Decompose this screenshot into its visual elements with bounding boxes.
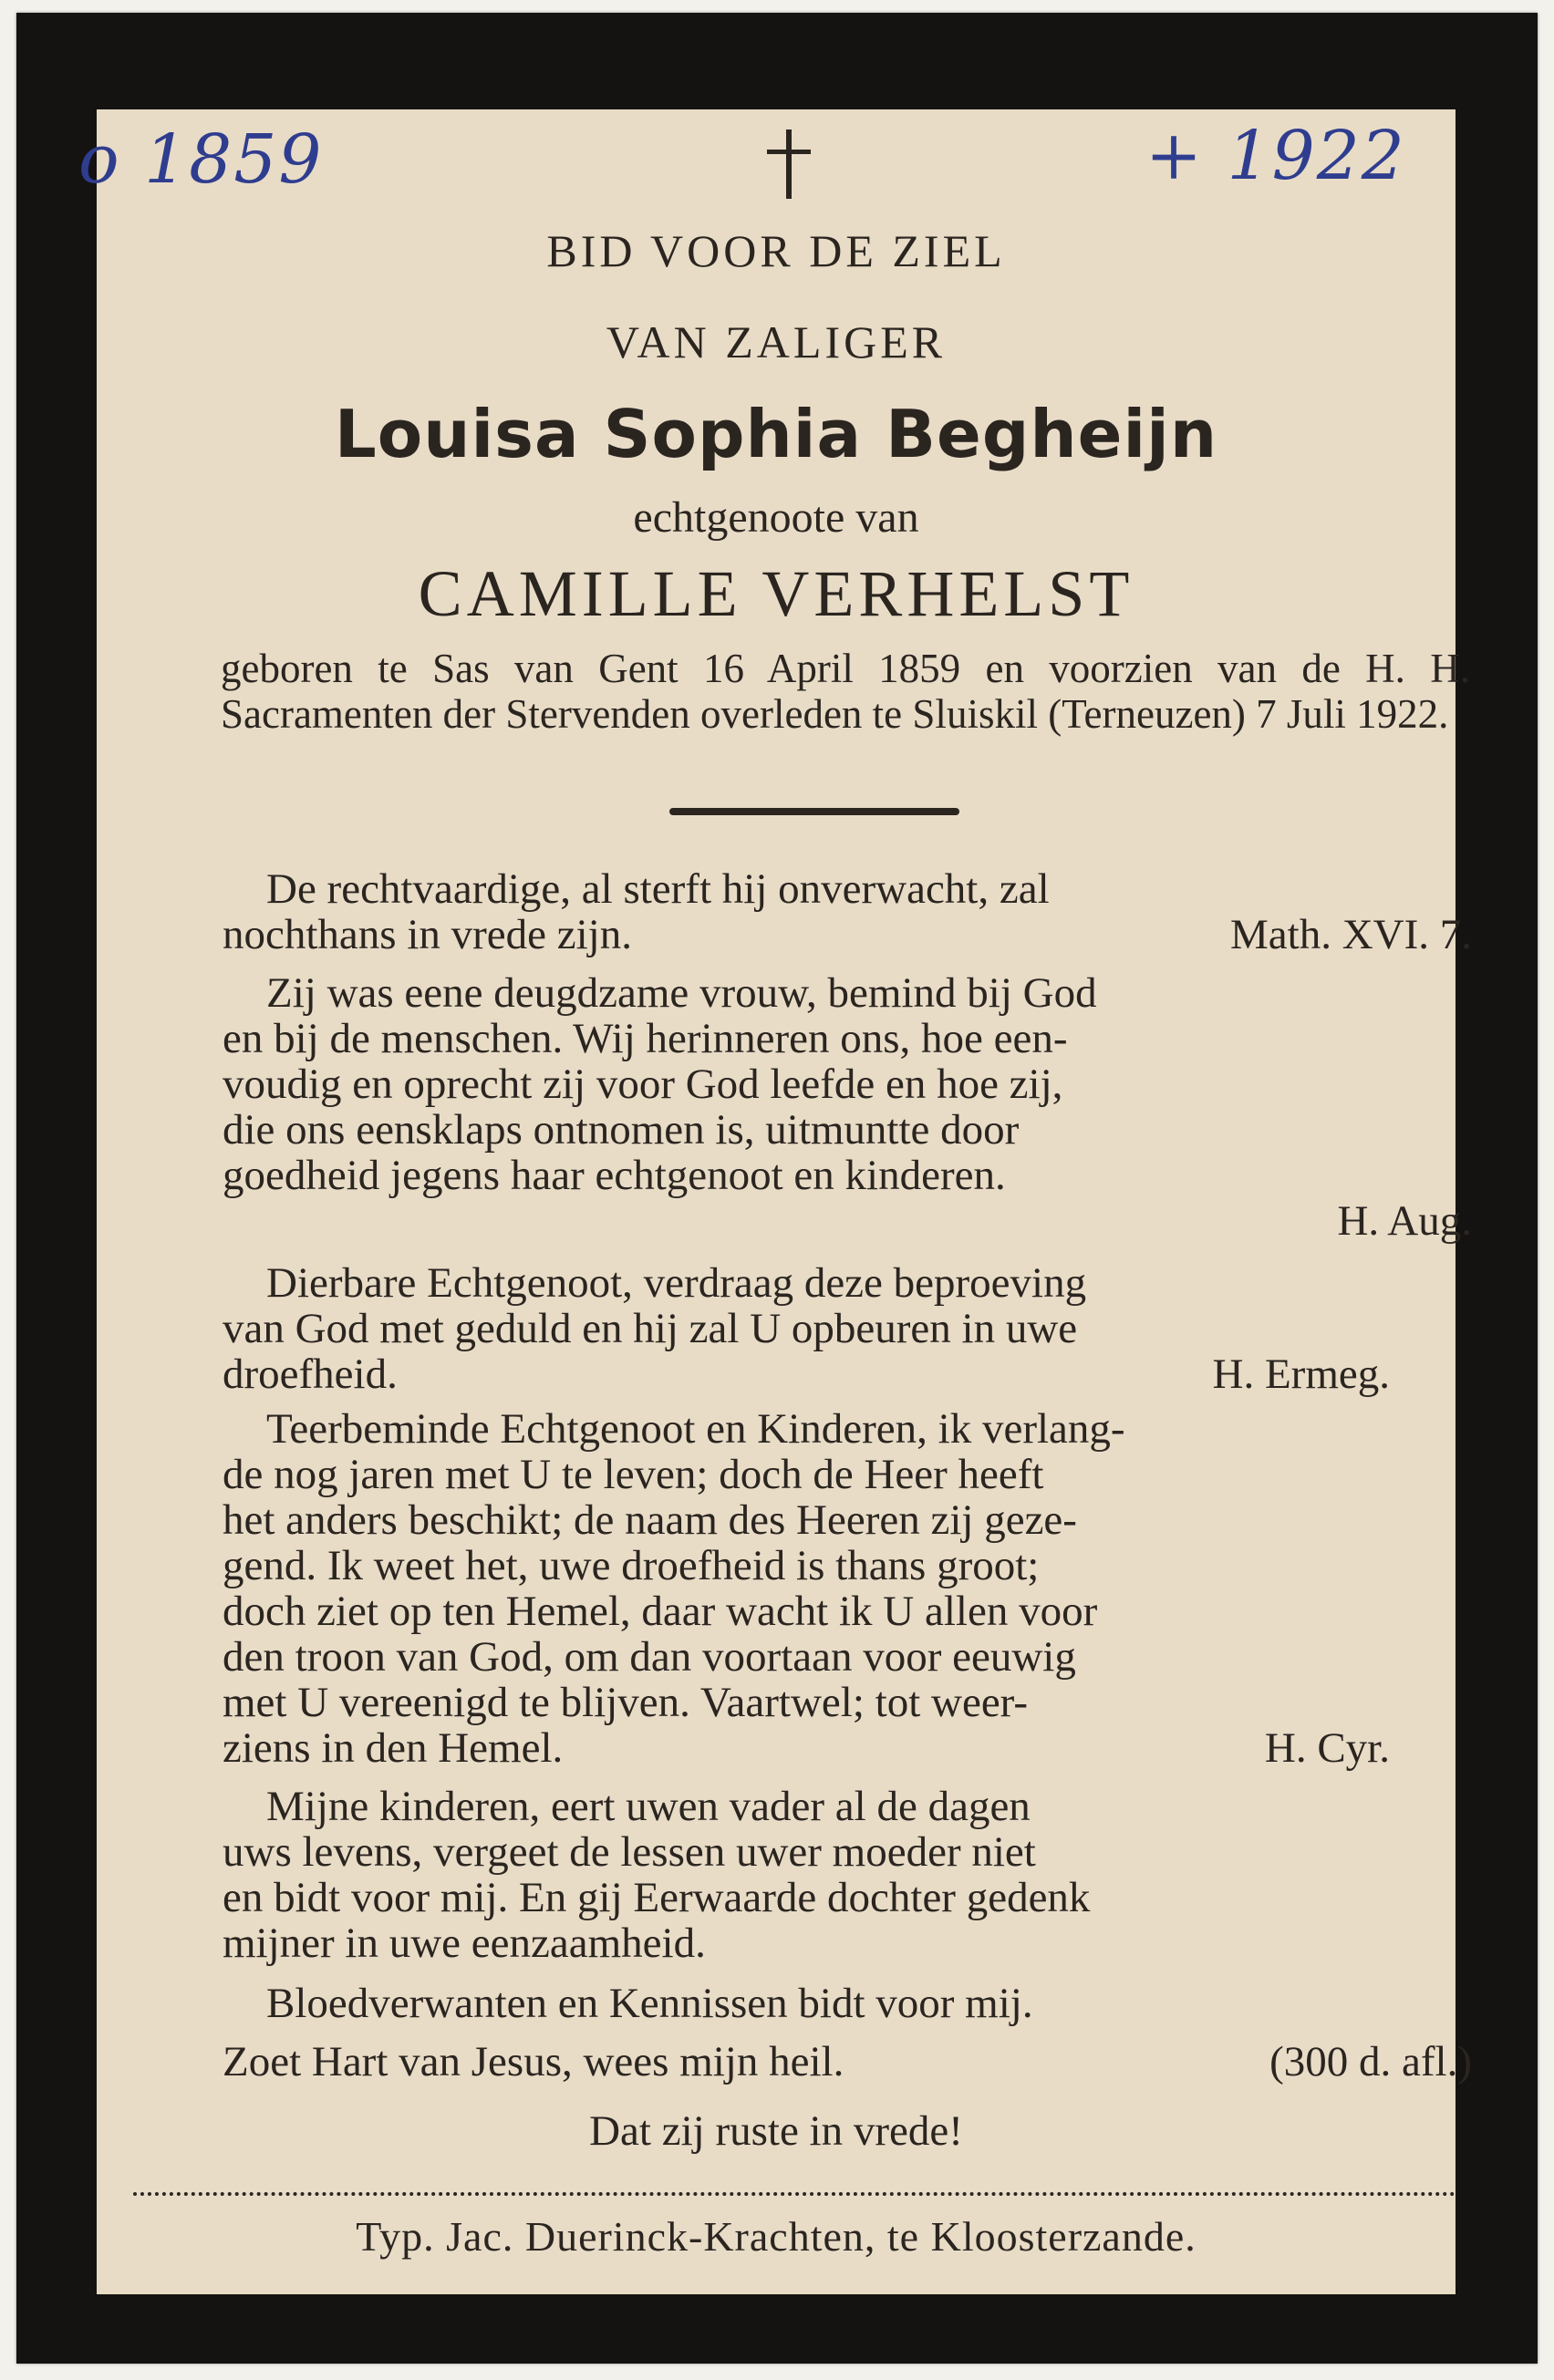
indulgence-note: (300 d. afl.) bbox=[1269, 2038, 1472, 2085]
deceased-name: Louisa Sophia Begheijn bbox=[334, 396, 1218, 472]
handwritten-birth-year: o 1859 bbox=[78, 120, 324, 199]
verse-line: en bidt voor mij. En gij Eerwaarde dochter gedenk bbox=[223, 1874, 1091, 1921]
verse-line: Teerbeminde Echtgenoot en Kinderen, ik verlang- bbox=[266, 1405, 1125, 1453]
footer-divider bbox=[133, 2192, 1456, 2196]
handwritten-death-year: + 1922 bbox=[1145, 117, 1406, 195]
verse-1 bbox=[223, 866, 1472, 957]
verse-5 bbox=[223, 1784, 1472, 1966]
verse-line: uws levens, vergeet de lessen uwer moeder niet bbox=[223, 1828, 1036, 1876]
cross-icon bbox=[767, 129, 811, 199]
card-face bbox=[78, 109, 1472, 2294]
verse-source: H. Aug. bbox=[1337, 1197, 1472, 1245]
verse-source: H. Ermeg. bbox=[1212, 1350, 1390, 1398]
printer-credit: Typ. Jac. Duerinck-Krachten, te Kloosterzande. bbox=[356, 2213, 1197, 2260]
biography: geboren te Sas van Gent 16 April 1859 en voorzien van de H. H. Sacramenten der Stervenden overleden te Sluiskil (Terneuzen) 7 Juli 1922. bbox=[221, 646, 1470, 737]
verse-line: die ons eensklaps ontnomen is, uitmuntte door bbox=[223, 1106, 1020, 1154]
verse-source: H. Cyr. bbox=[1264, 1724, 1390, 1772]
prayer-heading: BID VOOR DE ZIEL bbox=[546, 225, 1006, 276]
divider bbox=[669, 808, 959, 815]
verse-line: doch ziet op ten Hemel, daar wacht ik U allen voor bbox=[223, 1588, 1098, 1635]
verse-line: Zij was eene deugdzame vrouw, bemind bij God bbox=[266, 969, 1097, 1017]
verse-line: Mijne kinderen, eert uwen vader al de dagen bbox=[266, 1783, 1031, 1830]
verse-line: ziens in den Hemel. bbox=[223, 1724, 564, 1772]
verse-line: mijner in uwe eenzaamheid. bbox=[223, 1920, 706, 1967]
verse-line: de nog jaren met U te leven; doch de Heer heeft bbox=[223, 1451, 1044, 1498]
verse-line: het anders beschikt; de naam des Heeren zij geze- bbox=[223, 1496, 1077, 1544]
verse-line: den troon van God, om dan voortaan voor eeuwig bbox=[223, 1633, 1076, 1681]
closing bbox=[223, 1981, 1472, 2085]
verse-line: van God met geduld en hij zal U opbeuren in uwe bbox=[223, 1305, 1078, 1352]
rest-in-peace: Dat zij ruste in vrede! bbox=[589, 2107, 963, 2155]
verse-line: De rechtvaardige, al sterft hij onverwacht, zal bbox=[266, 865, 1050, 913]
closing-prayer-request: Bloedverwanten en Kennissen bidt voor mij. bbox=[266, 1980, 1033, 2027]
verse-line: gend. Ik weet het, uwe droefheid is thans groot; bbox=[223, 1542, 1040, 1589]
spouse-name: CAMILLE VERHELST bbox=[418, 557, 1134, 630]
prayer-subheading: VAN ZALIGER bbox=[606, 316, 947, 367]
closing-invocation: Zoet Hart van Jesus, wees mijn heil. bbox=[223, 2038, 844, 2085]
verse-2 bbox=[223, 970, 1472, 1244]
verse-4 bbox=[223, 1406, 1472, 1771]
verse-line: en bij de menschen. Wij herinneren ons, hoe een- bbox=[223, 1015, 1068, 1062]
verse-source: Math. XVI. 7. bbox=[1230, 911, 1472, 958]
verse-line: goedheid jegens haar echtgenoot en kinderen. bbox=[223, 1152, 1006, 1199]
verse-line: nochthans in vrede zijn. bbox=[223, 911, 632, 958]
verse-line: droefheid. bbox=[223, 1350, 398, 1398]
verse-line: voudig en oprecht zij voor God leefde en hoe zij, bbox=[223, 1061, 1063, 1108]
verse-line: met U vereenigd te blijven. Vaartwel; tot weer- bbox=[223, 1679, 1029, 1726]
verse-line: Dierbare Echtgenoot, verdraag deze beproeving bbox=[266, 1259, 1087, 1307]
spouse-intro: echtgenoote van bbox=[633, 493, 919, 542]
memorial-card bbox=[16, 13, 1538, 2364]
verse-3 bbox=[223, 1260, 1472, 1397]
